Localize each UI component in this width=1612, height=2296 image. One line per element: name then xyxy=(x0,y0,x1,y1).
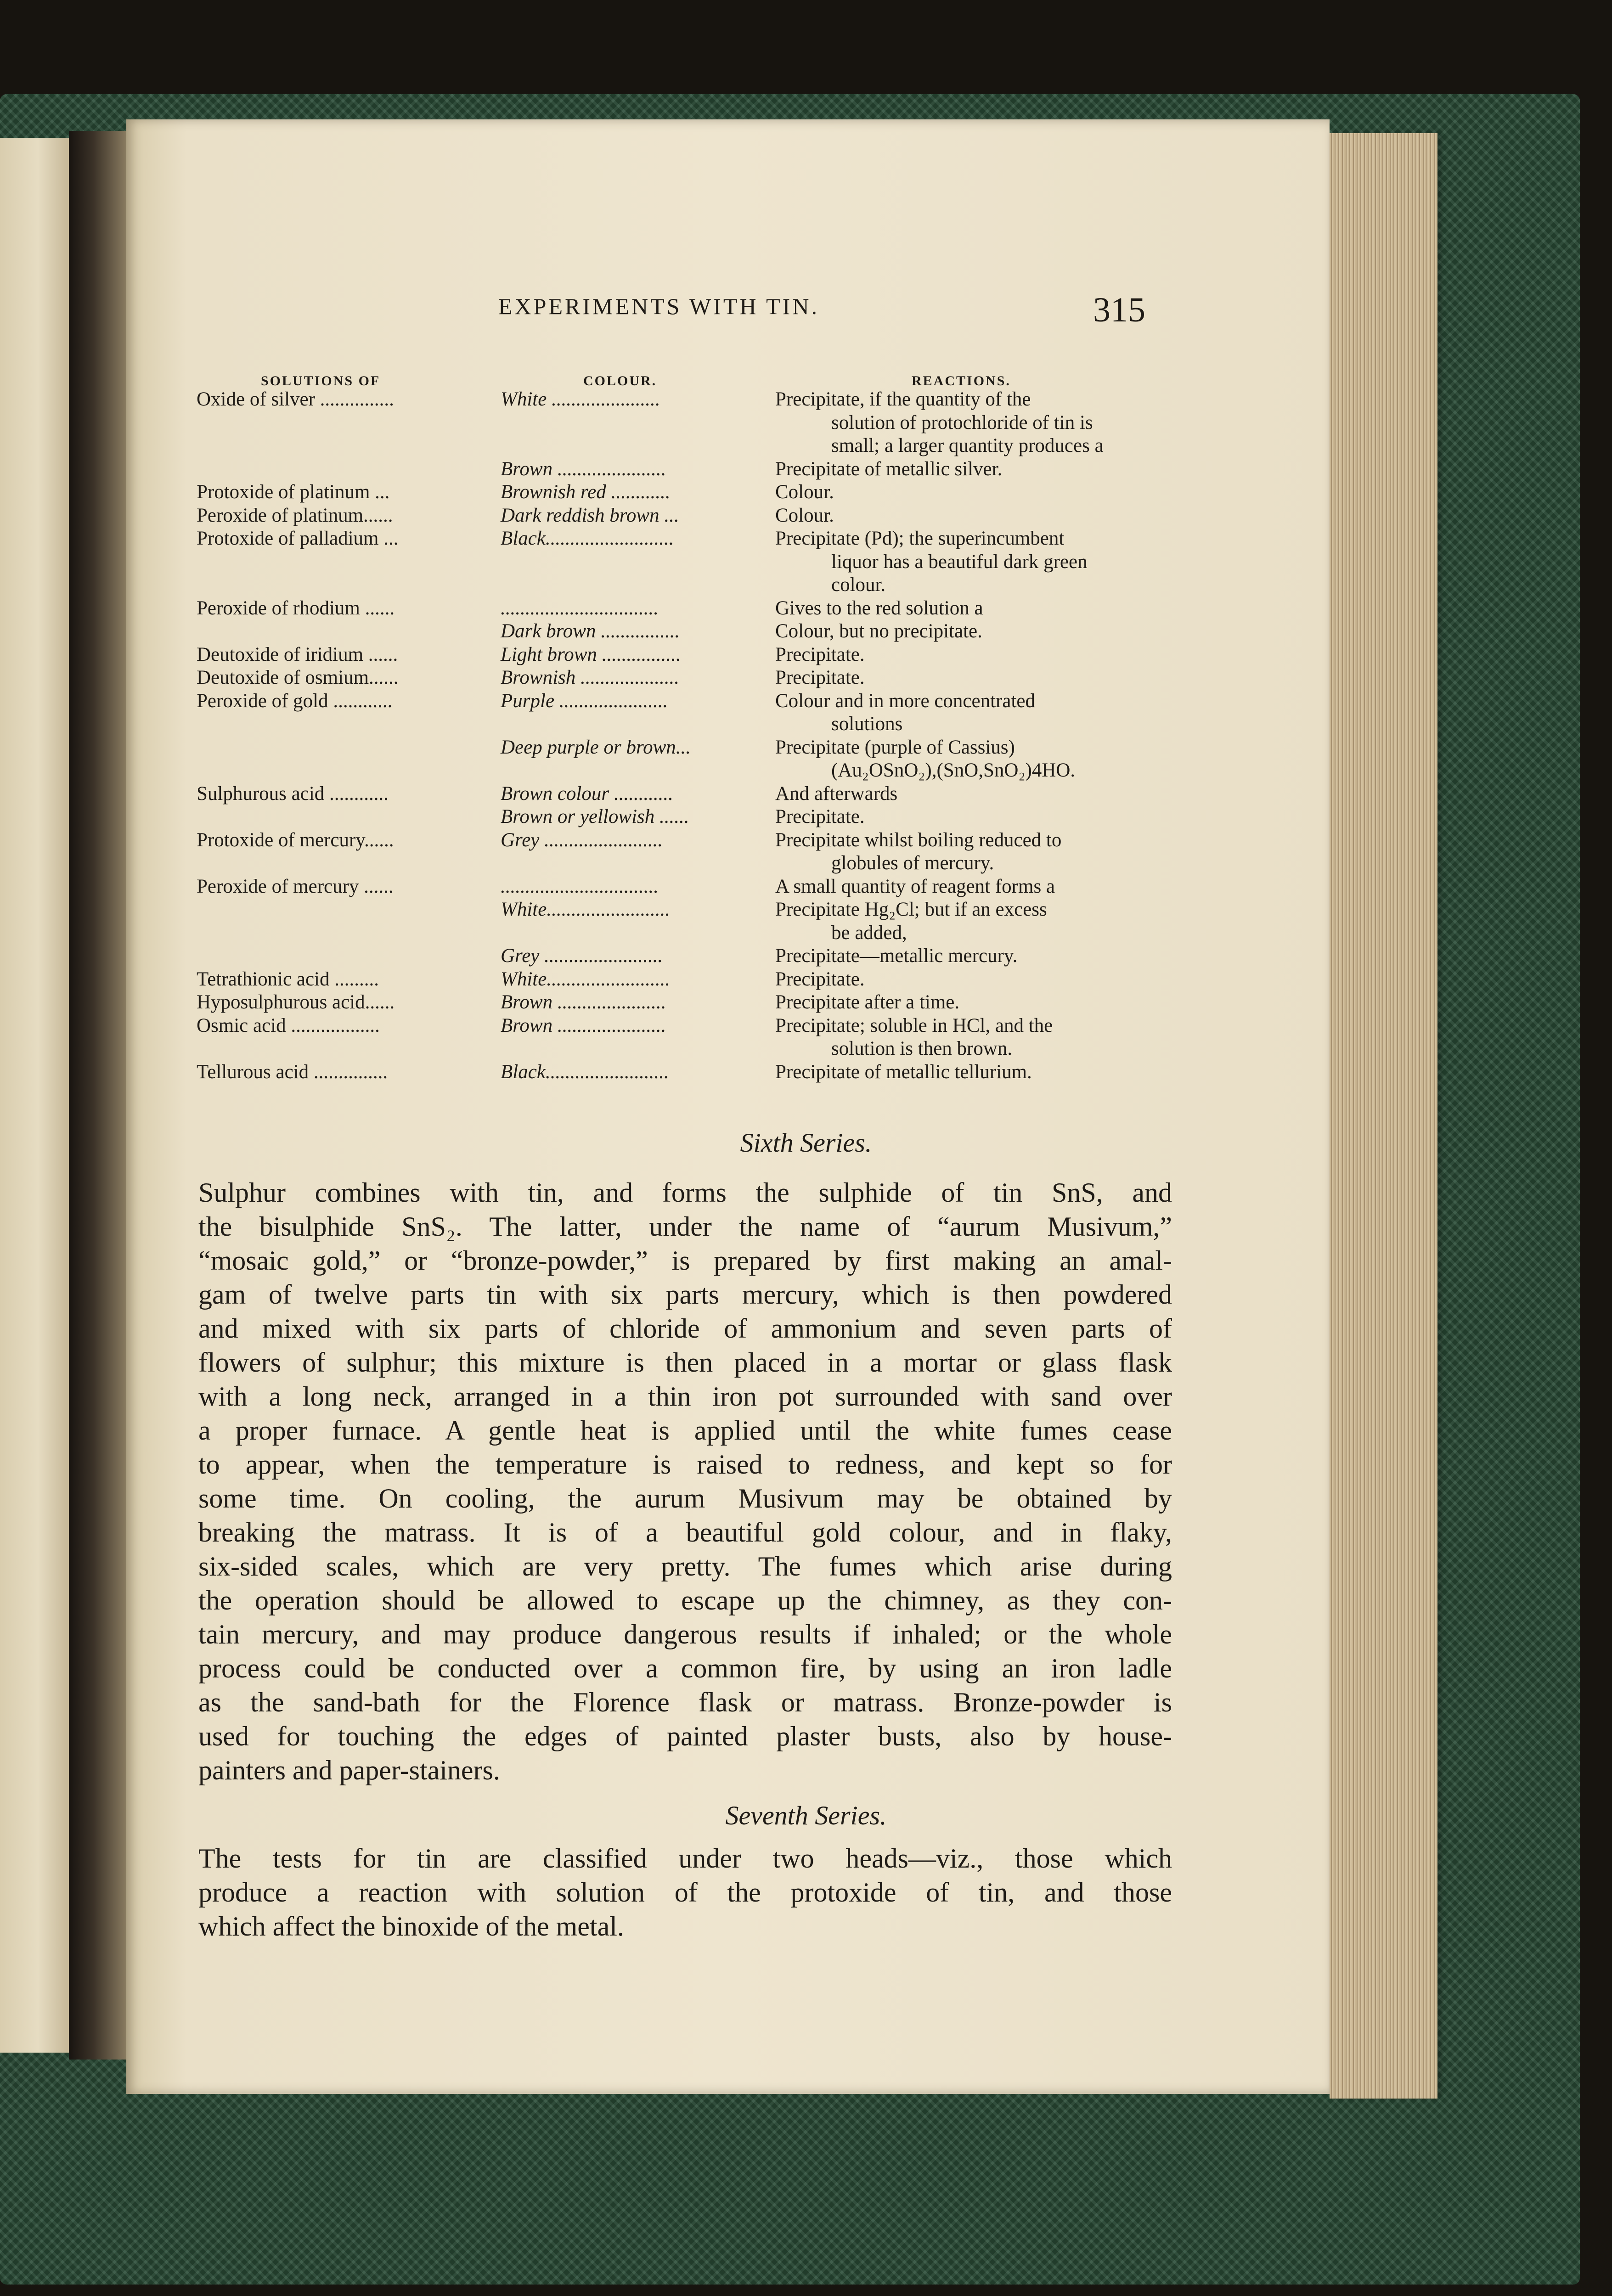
text-line: and mixed with six parts of chloride of ammonium and seven parts of xyxy=(198,1313,1172,1344)
text-line: which affect the binoxide of the metal. xyxy=(198,1911,624,1941)
colour-cell: Brown or yellowish ...... xyxy=(501,806,689,827)
colour-cell: White......................... xyxy=(501,899,671,920)
page-number: 315 xyxy=(1093,291,1145,329)
reaction-cell: Colour, but no precipitate. xyxy=(775,620,982,642)
solution-cell: Sulphurous acid ............ xyxy=(197,782,389,805)
colour-cell: Grey ........................ xyxy=(501,945,663,967)
colour-cell: White......................... xyxy=(501,968,671,990)
section-title-sixth-series: Sixth Series. xyxy=(740,1128,872,1158)
reaction-cell: Precipitate. xyxy=(775,968,865,990)
text-line: a proper furnace. A gentle heat is applied until the white fumes cease xyxy=(198,1415,1172,1446)
solution-cell: Peroxide of platinum...... xyxy=(197,504,393,526)
reaction-cell: (Au₂OSnO₂),(SnO,SnO₂)4HO. xyxy=(831,760,1076,781)
text-line: The tests for tin are classified under two heads—viz., those which xyxy=(198,1843,1172,1874)
section-title-seventh-series: Seventh Series. xyxy=(725,1801,887,1830)
text-line: Sulphur combines with tin, and forms the sulphide of tin SnS, and xyxy=(198,1177,1172,1208)
text-line: the bisulphide SnS₂. The latter, under the name of “aurum Musivum,” xyxy=(198,1211,1172,1242)
colour-cell: Grey ........................ xyxy=(501,829,663,851)
column-header-reactions: REACTIONS. xyxy=(912,373,1011,388)
reaction-cell: liquor has a beautiful dark green xyxy=(831,551,1088,573)
text-line: to appear, when the temperature is raised to redness, and kept so for xyxy=(198,1449,1172,1480)
reaction-cell: solution is then brown. xyxy=(831,1038,1013,1059)
text-line: process could be conducted over a common fire, by using an iron ladle xyxy=(198,1653,1172,1683)
text-line: “mosaic gold,” or “bronze-powder,” is prepared by first making an amal- xyxy=(198,1245,1172,1276)
reaction-cell: Colour. xyxy=(775,481,834,503)
colour-cell: Brownish .................... xyxy=(501,667,680,688)
reaction-cell: Precipitate of metallic tellurium. xyxy=(775,1061,1032,1083)
colour-cell: Brown ...................... xyxy=(501,1014,666,1036)
reaction-cell: Colour. xyxy=(775,504,834,526)
reaction-cell: Precipitate, if the quantity of the xyxy=(775,388,1031,410)
solution-cell: Protoxide of palladium ... xyxy=(197,528,399,549)
colour-cell: Black.......................... xyxy=(501,528,674,549)
colour-cell: ................................ xyxy=(501,597,659,619)
solution-cell: Protoxide of platinum ... xyxy=(197,481,390,503)
colour-cell: Brown ...................... xyxy=(501,991,666,1013)
text-line: the operation should be allowed to escape up the chimney, as they con- xyxy=(198,1585,1172,1615)
solution-cell: Osmic acid .................. xyxy=(197,1014,380,1036)
colour-cell: White ...................... xyxy=(501,388,660,410)
reaction-cell: Precipitate. xyxy=(775,643,865,665)
colour-cell: Black......................... xyxy=(501,1061,669,1083)
seventh-series-body xyxy=(198,1841,1172,1943)
text-line: tain mercury, and may produce dangerous results if inhaled; or the whole xyxy=(198,1619,1172,1649)
solution-cell: Oxide of silver ............... xyxy=(197,388,394,410)
colour-cell: Deep purple or brown... xyxy=(501,736,691,758)
reaction-cell: Precipitate. xyxy=(775,806,865,827)
column-header-colour: COLOUR. xyxy=(583,373,657,388)
solution-cell: Hyposulphurous acid...... xyxy=(197,991,395,1013)
reaction-cell: Precipitate. xyxy=(775,667,865,688)
reaction-cell: globules of mercury. xyxy=(831,852,994,874)
solution-cell: Deutoxide of osmium...... xyxy=(197,667,399,688)
colour-cell: Brownish red ............ xyxy=(501,481,671,503)
sixth-series-body xyxy=(198,1176,1172,1787)
colour-cell: Brown colour ............ xyxy=(501,782,673,805)
colour-cell: ................................ xyxy=(501,875,659,897)
reaction-cell: Precipitate after a time. xyxy=(775,991,960,1013)
running-head: EXPERIMENTS WITH TIN. xyxy=(498,293,819,319)
reaction-cell: Precipitate of metallic silver. xyxy=(775,458,1003,480)
reaction-cell: small; a larger quantity produces a xyxy=(831,435,1104,456)
reaction-cell: be added, xyxy=(831,922,907,944)
reaction-cell: Precipitate whilst boiling reduced to xyxy=(775,829,1062,851)
text-line: six-sided scales, which are very pretty. The fumes which arise during xyxy=(198,1551,1172,1581)
text-line: as the sand-bath for the Florence flask or matrass. Bronze-powder is xyxy=(198,1687,1172,1717)
colour-cell: Light brown ................ xyxy=(501,643,681,665)
solution-cell: Peroxide of gold ............ xyxy=(197,690,393,712)
reaction-cell: Gives to the red solution a xyxy=(775,597,983,619)
text-line: breaking the matrass. It is of a beautiful gold colour, and in flaky, xyxy=(198,1517,1172,1548)
colour-cell: Dark reddish brown ... xyxy=(501,504,679,526)
reaction-cell: solutions xyxy=(831,713,903,735)
colour-cell: Dark brown ................ xyxy=(501,620,680,642)
text-line: with a long neck, arranged in a thin iron pot surrounded with sand over xyxy=(198,1381,1172,1412)
text-line: painters and paper-stainers. xyxy=(198,1755,500,1785)
reaction-cell: solution of protochloride of tin is xyxy=(831,411,1093,433)
reaction-cell: Precipitate (Pd); the superincumbent xyxy=(775,528,1065,549)
text-line: gam of twelve parts tin with six parts mercury, which is then powdered xyxy=(198,1279,1172,1310)
text-line: some time. On cooling, the aurum Musivum may be obtained by xyxy=(198,1483,1172,1514)
solution-cell: Protoxide of mercury...... xyxy=(197,829,394,851)
reaction-cell: A small quantity of reagent forms a xyxy=(775,875,1055,897)
solution-cell: Peroxide of mercury ...... xyxy=(197,875,394,897)
solution-cell: Tetrathionic acid ......... xyxy=(197,968,379,990)
reaction-cell: Precipitate Hg₂Cl; but if an excess xyxy=(775,899,1047,920)
solution-cell: Peroxide of rhodium ...... xyxy=(197,597,395,619)
reaction-cell: Precipitate (purple of Cassius) xyxy=(775,736,1015,758)
solution-cell: Deutoxide of iridium ...... xyxy=(197,643,398,665)
reaction-cell: Colour and in more concentrated xyxy=(775,690,1035,712)
colour-cell: Purple ...................... xyxy=(501,690,668,712)
reaction-cell: And afterwards xyxy=(775,782,898,805)
text-line: used for touching the edges of painted plaster busts, also by house- xyxy=(198,1721,1172,1751)
colour-cell: Brown ...................... xyxy=(501,458,666,480)
text-line: flowers of sulphur; this mixture is then placed in a mortar or glass flask xyxy=(198,1347,1172,1378)
solution-cell: Tellurous acid ............... xyxy=(197,1061,388,1083)
reaction-cell: colour. xyxy=(831,574,886,596)
column-header-solutions: SOLUTIONS OF xyxy=(261,373,381,388)
text-line: produce a reaction with solution of the protoxide of tin, and those xyxy=(198,1877,1172,1908)
reaction-cell: Precipitate; soluble in HCl, and the xyxy=(775,1014,1053,1036)
reaction-cell: Precipitate—metallic mercury. xyxy=(775,945,1018,967)
